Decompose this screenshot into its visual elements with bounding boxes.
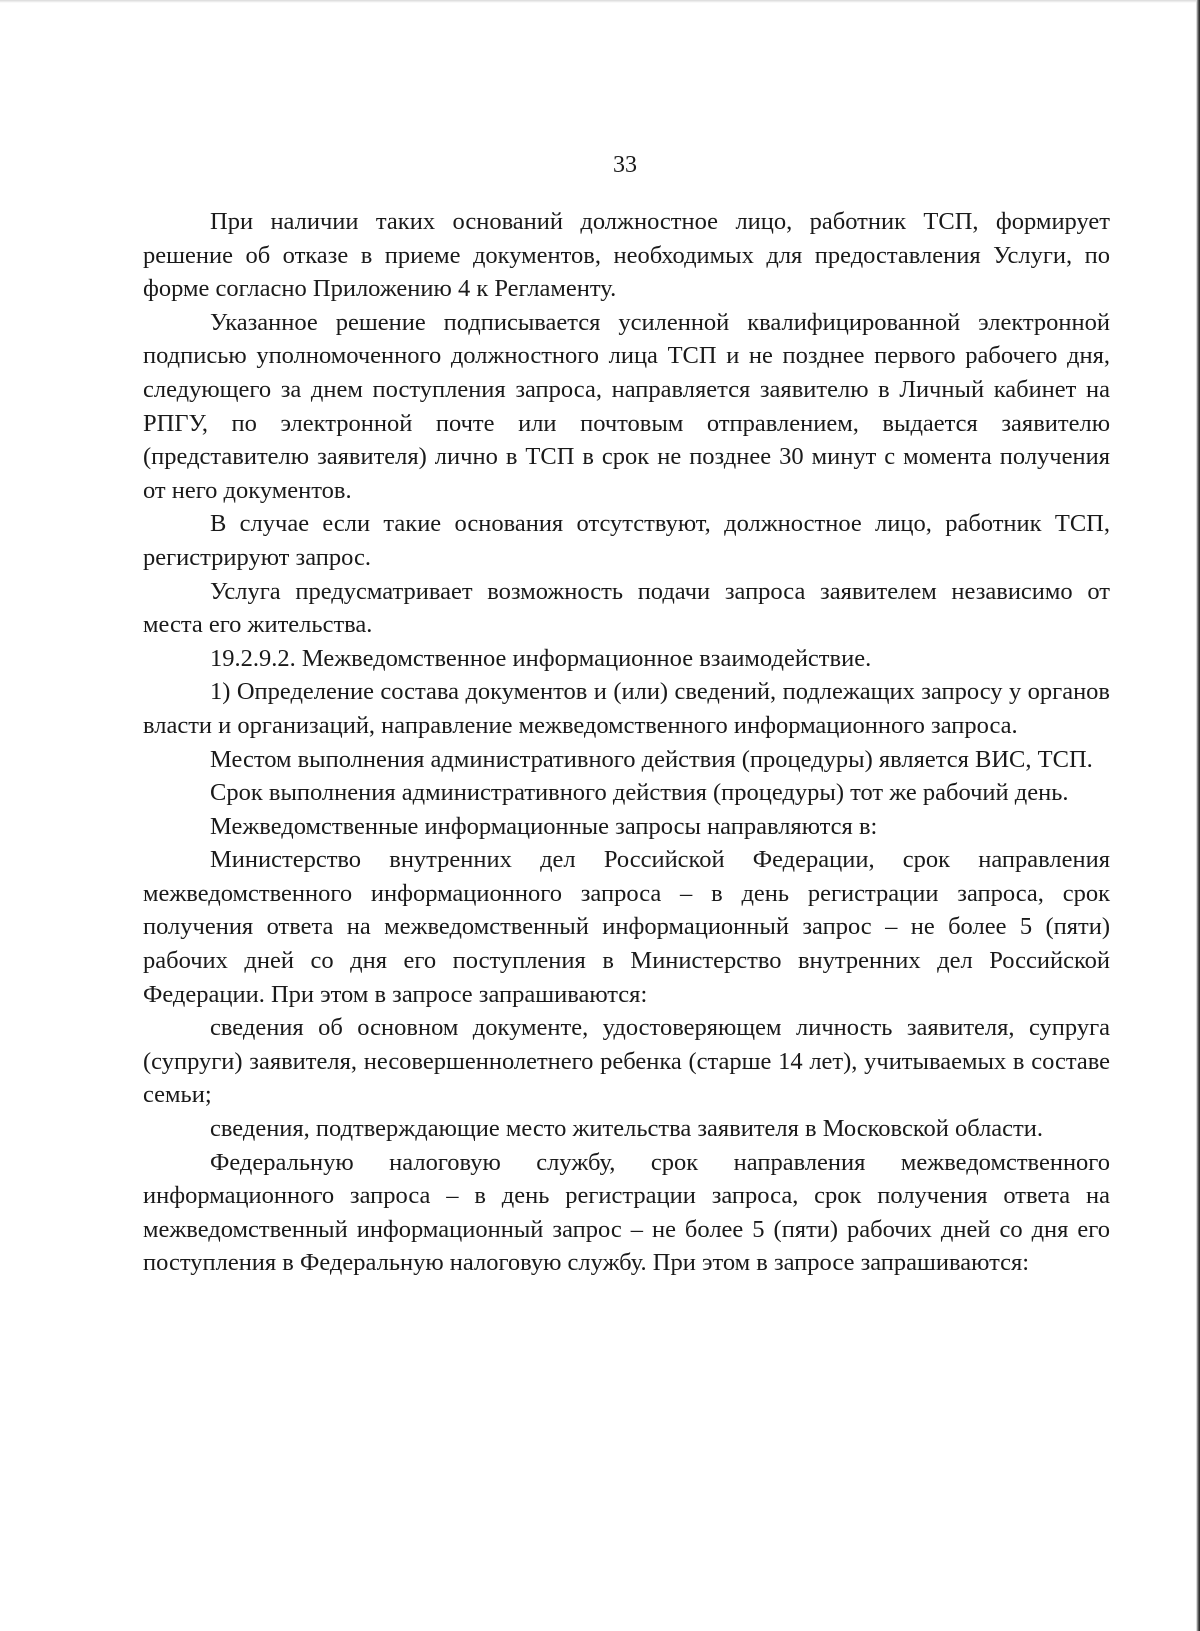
paragraph-residence: сведения, подтверждающие место жительства заявителя в Московской области. [210, 1115, 1043, 1143]
paragraph-place: Местом выполнения административного действия (процедуры) является ВИС, ТСП. [210, 745, 1093, 773]
paragraph-requests-sent-to: Межведомственные информационные запросы направляются в: [210, 812, 878, 840]
scan-edge-top [0, 0, 1200, 3]
paragraph-step-1: 1) Определение состава документов и (или) сведений, подлежащих запросу у органов власти и организаций, направление межведомственного информационного запроса. [143, 678, 1110, 739]
paragraph-registration: В случае если такие основания отсутствуют, должностное лицо, работник ТСП, регистрируют запрос. [143, 510, 1110, 571]
section-heading: 19.2.9.2. Межведомственное информационное взаимодействие. [210, 644, 872, 672]
paragraph-refusal-decision: При наличии таких оснований должностное лицо, работник ТСП, формирует решение об отказе в приеме документов, необходимых для предоставления Услуги, по форме согласно Приложению 4 к Регламенту. [143, 208, 1110, 303]
scan-edge-right [1196, 0, 1200, 1631]
paragraph-term: Срок выполнения административного действия (процедуры) тот же рабочий день. [210, 779, 1069, 807]
document-body [143, 205, 1110, 1280]
paragraph-extraterritorial: Услуга предусматривает возможность подачи запроса заявителем независимо от места его жительства. [143, 577, 1110, 639]
paragraph-fns: Федеральную налоговую службу, срок направления межведомственного информационного запроса – в день регистрации запроса, срок получения ответа на межведомственный информационный запрос – не более 5 (пяти) рабочих дней со дня его поступления в Федеральную налоговую службу. При этом в запросе запрашиваются: [143, 1148, 1110, 1277]
paragraph-mvd: Министерство внутренних дел Российской Федерации, срок направления межведомственного информационного запроса – в день регистрации запроса, срок получения ответа на межведомственный информационный запрос – не более 5 (пяти) рабочих дней со дня его поступления в Министерство внутренних дел Российской Федерации. При этом в запросе запрашиваются: [143, 846, 1110, 1008]
page-number: 33 [613, 152, 637, 178]
paragraph-decision-signing: Указанное решение подписывается усиленной квалифицированной электронной подписью уполномоченного должностного лица ТСП и не позднее первого рабочего дня, следующего за днем поступления запроса, направляется заявителю в Личный кабинет на РПГУ, по электронной почте или почтовым отправлением, выдается заявителю (представителю заявителя) лично в ТСП в срок не позднее 30 минут с момента получения от него документов. [143, 308, 1110, 504]
paragraph-identity-docs: сведения об основном документе, удостоверяющем личность заявителя, супруга (супруги) заявителя, несовершеннолетнего ребенка (старше 14 лет), учитываемых в составе семьи; [143, 1014, 1110, 1109]
